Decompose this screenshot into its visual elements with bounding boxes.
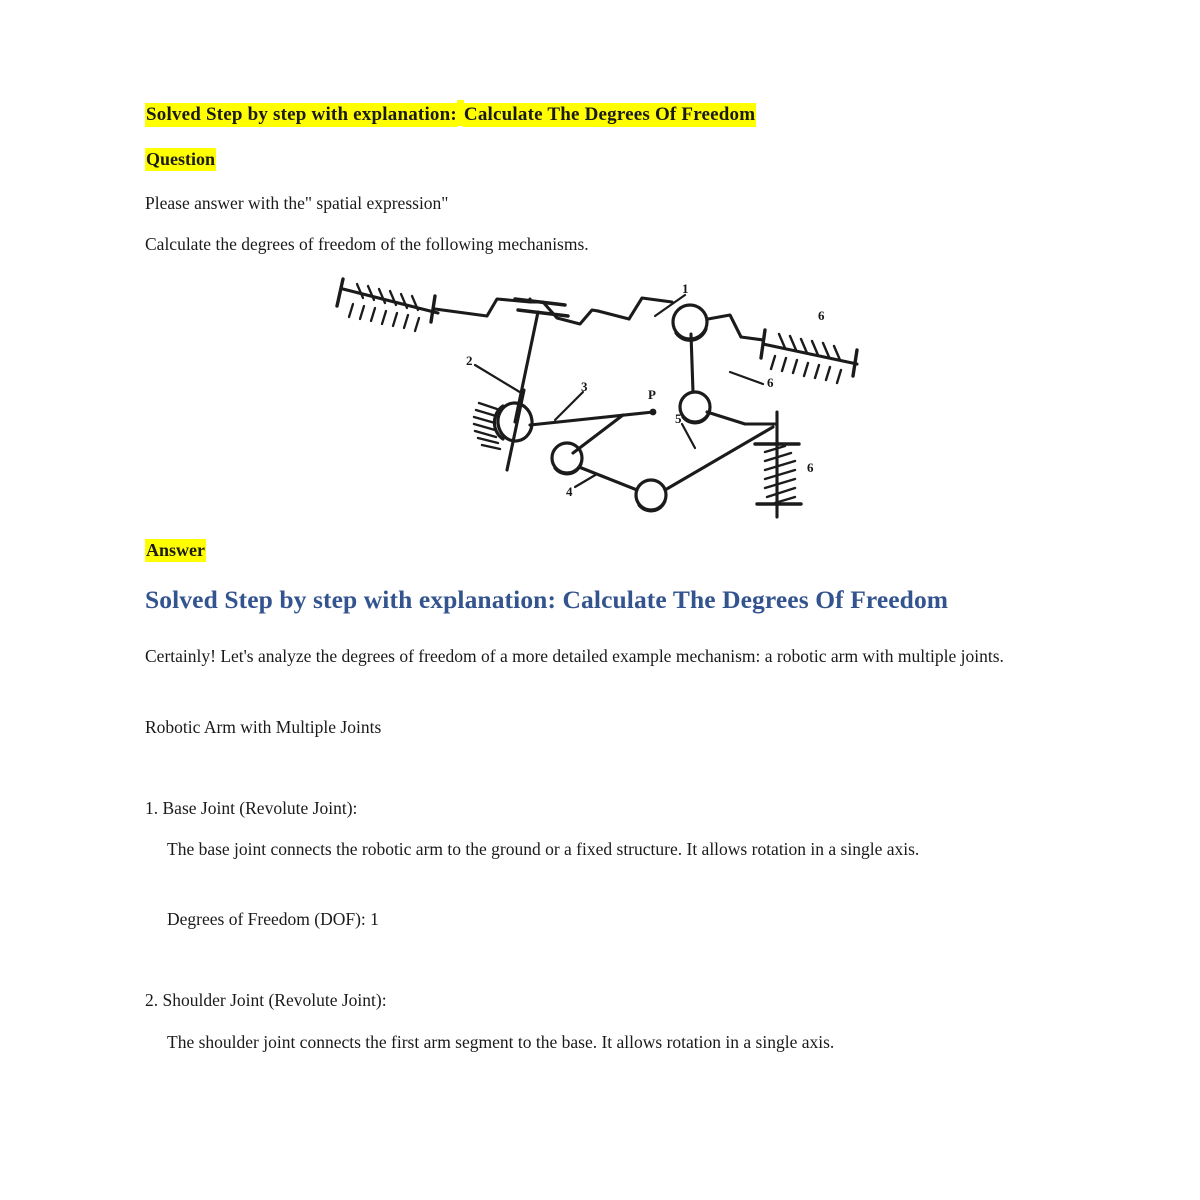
link-5-right-connector [707, 412, 777, 424]
page-title-part-a: Solved Step by step with explanation: [146, 104, 457, 125]
answer-item-2-body [145, 1029, 1070, 1057]
figure-label-6-lower: 6 [807, 460, 814, 475]
right-ground-axis [763, 344, 857, 364]
link-3-bar [530, 412, 653, 425]
page-title [145, 100, 756, 126]
link-1-right-segment [598, 298, 672, 319]
question-section-label [145, 149, 216, 170]
figure-label-1: 1 [682, 281, 689, 296]
figure-label-6: 6 [767, 375, 774, 390]
answer-item-2-title: 2. Shoulder Joint (Revolute Joint): [145, 990, 387, 1010]
right-ground-stop-left [761, 330, 765, 358]
right-ground-stop-right [853, 350, 857, 376]
mechanism-figure [185, 272, 825, 527]
page-title-part-b: Calculate The Degrees Of Freedom [463, 104, 756, 125]
leader-line-4 [575, 474, 597, 487]
answer-intro-paragraph: Certainly! Let's analyze the degrees of freedom of a more detailed example mechanism: a robotic arm with multiple joints. [145, 646, 1004, 666]
answer-section-label [145, 540, 206, 561]
answer-item-1-body-text: The base joint connects the robotic arm to the ground or a fixed structure. It allows rotation in a single axis. [167, 839, 920, 859]
figure-label-2: 2 [466, 353, 473, 368]
leader-line-3 [555, 392, 583, 420]
slider-endstop-left [337, 279, 343, 306]
answer-subheading: Robotic Arm with Multiple Joints [145, 717, 382, 737]
top-pivot-bar-2 [518, 310, 568, 316]
ground-hatch-right-lower [765, 446, 795, 503]
question-line-2: Calculate the degrees of freedom of the following mechanisms. [145, 234, 589, 254]
figure-label-6-right: 6 [818, 308, 825, 323]
link-6-vertical [691, 334, 693, 392]
leader-line-2 [475, 365, 523, 394]
question-line-1: Please answer with the" spatial expression" [145, 193, 449, 213]
link-5-bar [665, 427, 773, 490]
ground-hatch-top-left [349, 284, 419, 331]
point-p-marker [650, 409, 657, 416]
figure-label-p: P [648, 387, 656, 402]
figure-label-3: 3 [581, 379, 588, 394]
link-2-vertical [515, 312, 538, 422]
link-right-stepped [708, 315, 763, 340]
answer-item-2-body-text: The shoulder joint connects the first arm segment to the base. It allows rotation in a single axis. [167, 1032, 835, 1052]
leader-line-5 [682, 424, 695, 448]
answer-item-1-body [145, 836, 1070, 864]
answer-item-1-title: 1. Base Joint (Revolute Joint): [145, 798, 358, 818]
answer-heading: Solved Step by step with explanation: Calculate The Degrees Of Freedom [145, 585, 949, 614]
leader-line-6 [730, 372, 763, 384]
leader-line-1 [655, 295, 685, 316]
mechanism-linkage-diagram [185, 272, 825, 527]
answer-item-1-dof-text: Degrees of Freedom (DOF): 1 [167, 909, 379, 929]
figure-label-4: 4 [566, 484, 573, 499]
answer-label-text: Answer [146, 540, 205, 560]
figure-label-5: 5 [675, 411, 682, 426]
question-label-text: Question [146, 149, 216, 169]
answer-item-1-dof [145, 906, 845, 934]
link-1-left-segment [435, 299, 530, 316]
